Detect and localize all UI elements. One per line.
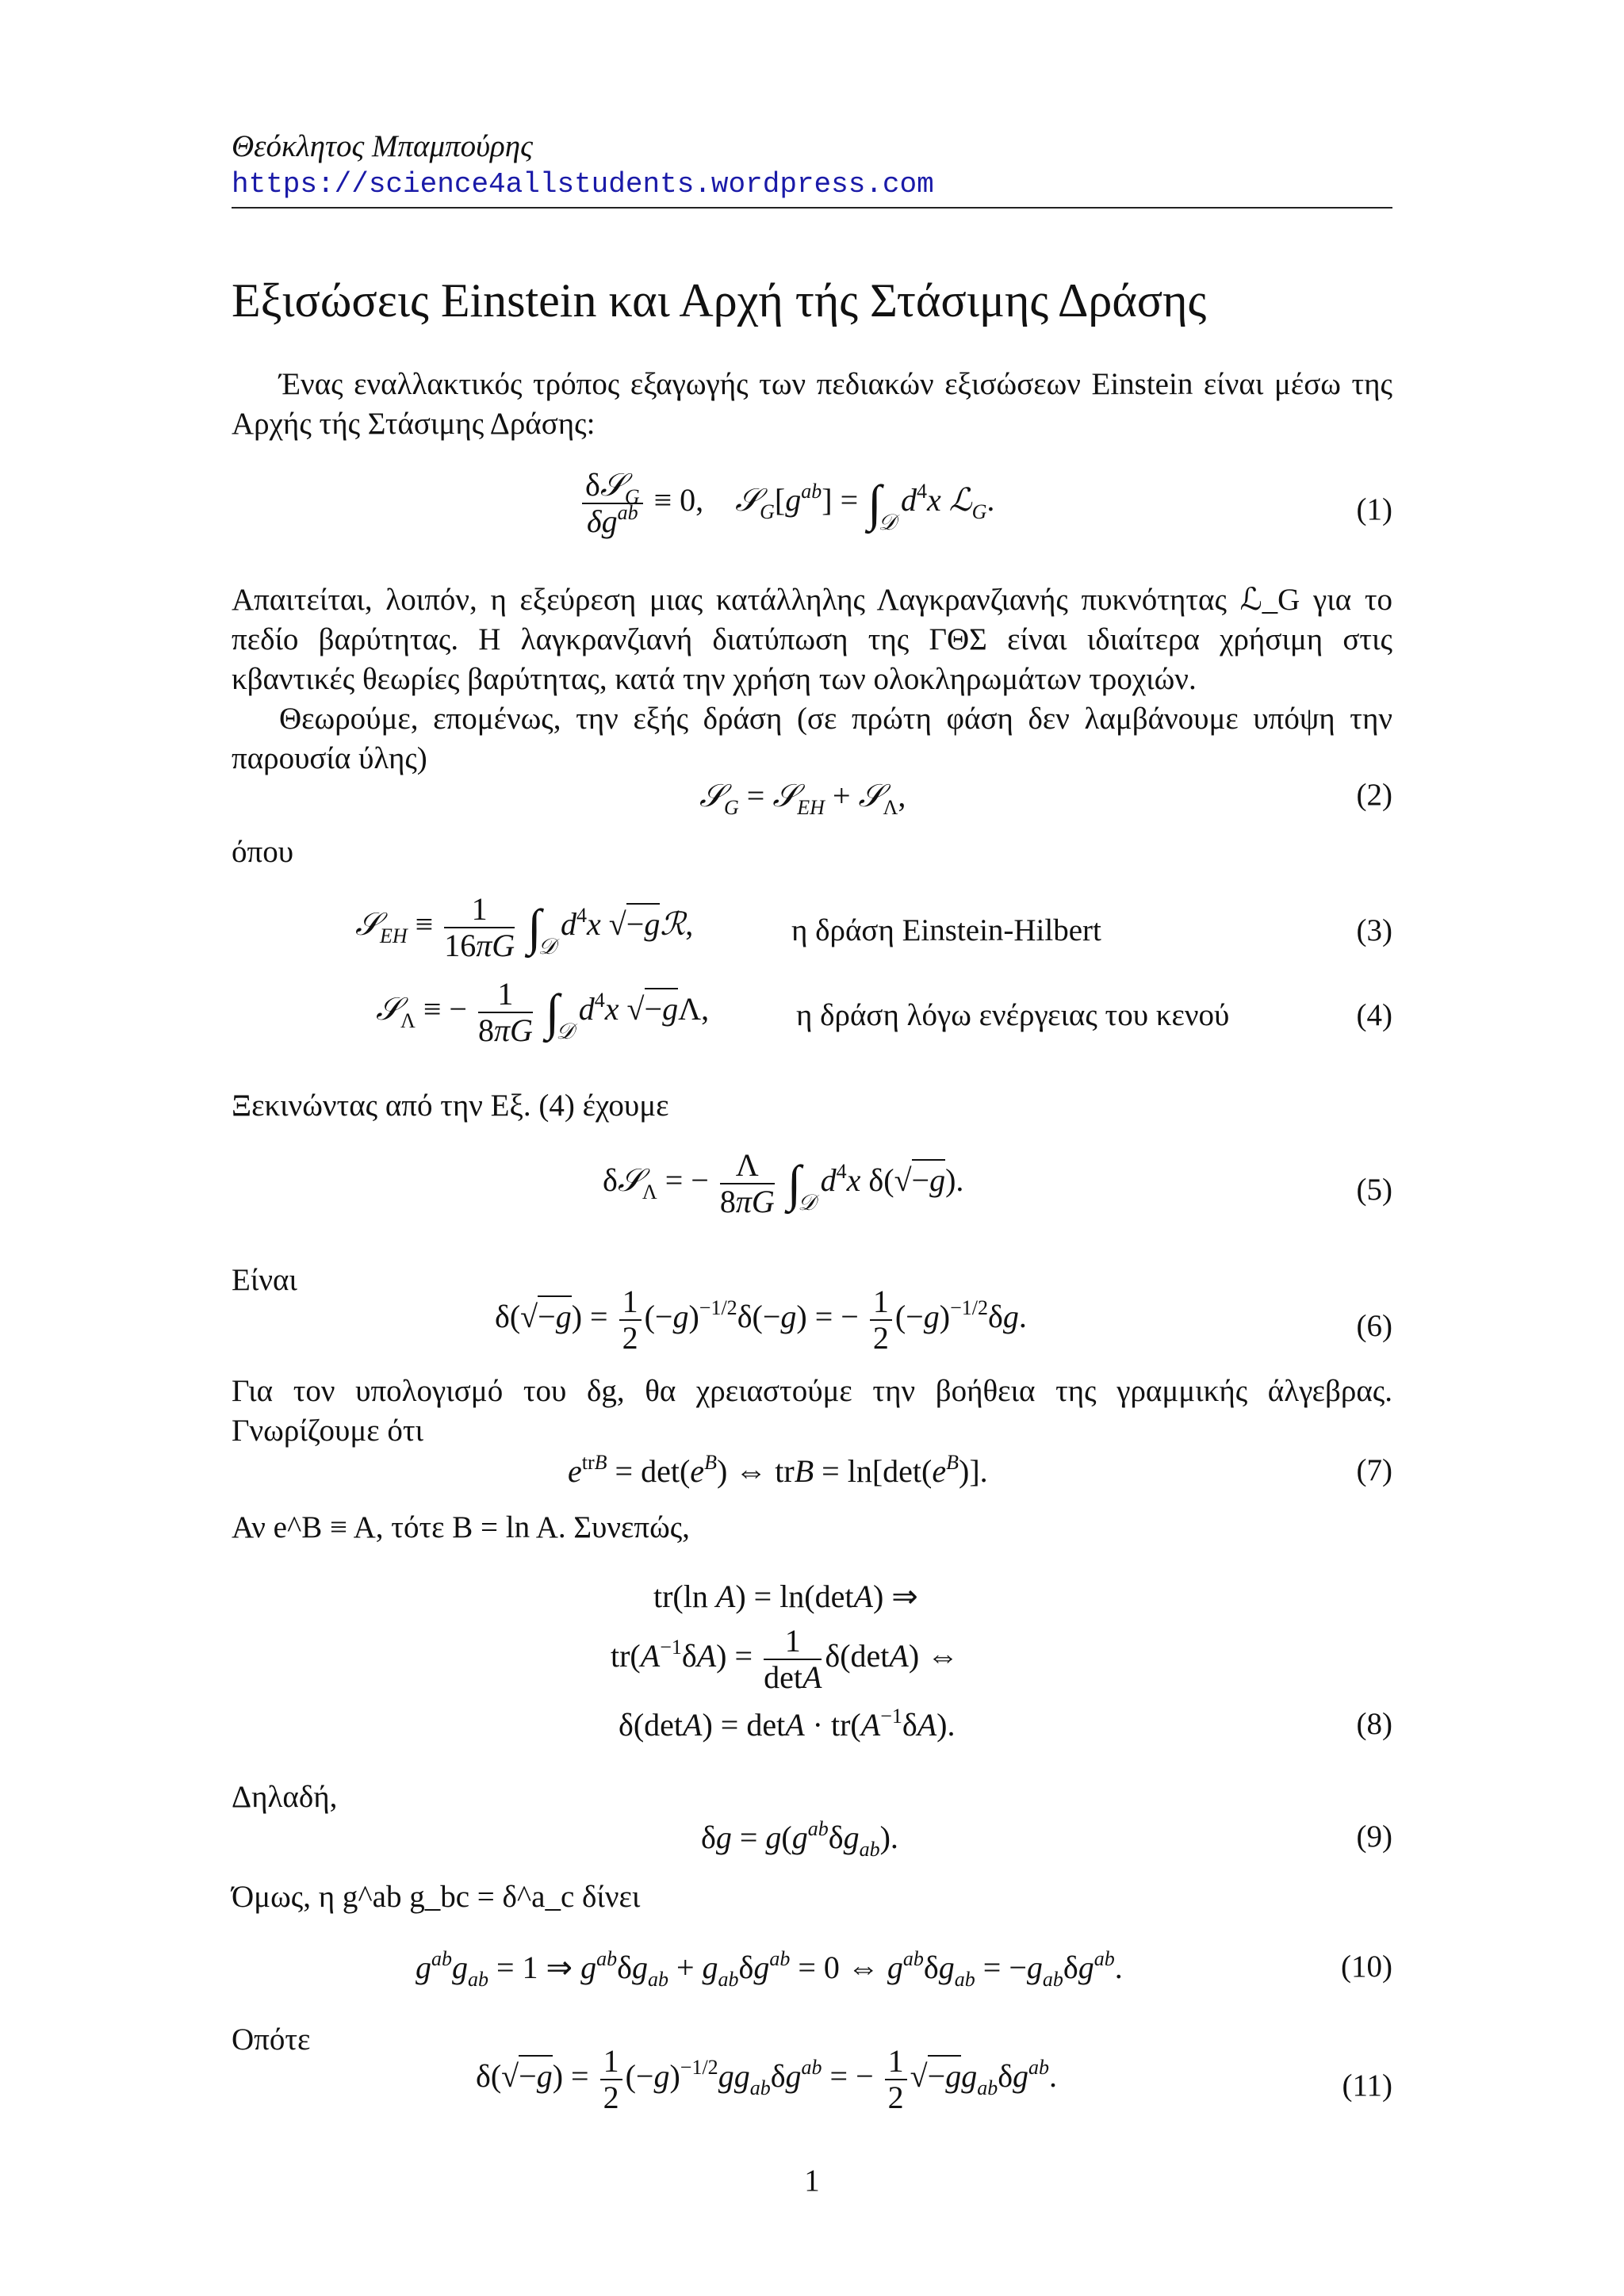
equation-7: $e^{trB} = \det(e^B)$ ⇔ trB = $\ln[\det(e^B)]$. (7) xyxy=(568,1451,1392,1489)
equation-9: $\delta g = g(g^{ab}\delta g_{ab})$. (9) xyxy=(701,1817,1392,1861)
document-title: Εξισώσεις Einstein και Αρχή τής Στάσιμης Δράσης xyxy=(232,274,1207,327)
requires-paragraph: Απαιτείται, λοιπόν, η εξεύρεση μιας κατάλληλης Λαγκρανζιανής πυκνότητας ℒ_G για το πεδίο βαρύτητας. Η λαγκρανζιανή διατύπωση της ΓΘΣ είναι ιδιαίτερα χρήσιμη στις κβαντικές θεωρίες βαρύτητας, κατά την χρήση των ολοκληρωμάτων τροχιών. xyxy=(232,583,1392,696)
equation-8: tr(ln A) = ln(detA) ⇒ $tr(A^{-1}\delta A)$ = $\frac{1}{\det A}$ δ(detA) ⇔ $\delta(\det A) = \det A \cdot tr(A^{-1}\delta A)$. (8) xyxy=(611,1578,1392,1743)
equation-number: (6) xyxy=(1356,1309,1392,1343)
however-text: Όμως, η g^ab g_bc = δ^a_c δίνει xyxy=(232,1880,641,1914)
equation-number: (8) xyxy=(1356,1707,1392,1741)
eh-action-label: η δράση Einstein-Hilbert xyxy=(791,913,1101,947)
that-is-text: Δηλαδή, xyxy=(232,1780,338,1814)
header-rule xyxy=(232,207,1392,209)
is-text: Είναι xyxy=(232,1263,297,1297)
author-name: Θεόκλητος Μπαμπούρης xyxy=(232,129,533,163)
author-url[interactable]: https://science4allstudents.wordpress.com xyxy=(232,168,934,201)
so-text: Οπότε xyxy=(232,2022,311,2057)
equation-11: δ(√−g) = $\frac{1}{2}$ $(-g)^{-1/2}gg_{ab}\delta g^{ab}$ = − $\frac{1}{2}$ $√-gg_{ab}\delta g^{ab}$. (11) xyxy=(476,2043,1392,2115)
equation-number: (10) xyxy=(1341,1950,1392,1984)
where-text: όπου xyxy=(232,835,293,869)
vacuum-action-label: η δράση λόγω ενέργειας του κενού xyxy=(796,998,1230,1032)
intro-paragraph: Ένας εναλλακτικός τρόπος εξαγωγής των πεδιακών εξισώσεων Einstein είναι μέσω της Αρχής τής Στάσιμης Δράσης: xyxy=(232,367,1392,441)
equation-10: $g^{ab}g_{ab} = 1$ ⇒ $g^{ab}\delta g_{ab} + g_{ab}\delta g^{ab} = 0$ ⇔ $g^{ab}\delta g_{ab} = -g_{ab}\delta g^{ab}$. (10) xyxy=(416,1947,1392,1991)
equation-1: $\frac{\delta 𝒮_G}{\delta g^{ab}}$ ≡ 0, $𝒮_G[g^{ab}] = \int_𝒟d^4x$ ℒ$_G$. (1) xyxy=(232,468,1392,555)
page-number: 1 xyxy=(804,2164,820,2198)
if-eb-text: Αν e^B ≡ A, τότε B = ln A. Συνεπώς, xyxy=(232,1510,690,1544)
equation-6: δ(√−g) = $\frac{1}{2}$ $(-g)^{-1/2}\delta(-g)$ = − $\frac{1}{2}$ $(-g)^{-1/2}\delta g$. (6) xyxy=(495,1284,1392,1356)
equation-number: (11) xyxy=(1342,2068,1392,2103)
equation-number: (7) xyxy=(1356,1453,1392,1487)
for-dg-paragraph: Για τον υπολογισμό του δg, θα χρειαστούμε την βοήθεια της γραμμικής άλγεβρας. Γνωρίζουμε ότι xyxy=(232,1374,1392,1448)
equation-number: (3) xyxy=(1356,913,1392,947)
equation-5: δ𝒮$_\Lambda$ = − $\frac{\Lambda}{8\pi G}$ $\int_𝒟d^4x$ δ(√−g). (5) xyxy=(603,1147,1392,1219)
equation-3: 𝒮$_{EH}$ ≡ $\frac{1}{16\pi G}$ $\int_𝒟d^4x$ √−gℛ, η δράση Einstein-Hilbert (3) xyxy=(355,891,1392,963)
equation-number: (4) xyxy=(1356,998,1392,1032)
page xyxy=(232,0,1392,2296)
equation-number: (1) xyxy=(1356,492,1392,526)
equation-4: 𝒮$_\Lambda$ ≡ − $\frac{1}{8\pi G}$ $\int_𝒟d^4x$ √−gΛ, η δράση λόγω ενέργειας του κενού (4) xyxy=(376,976,1392,1048)
starting-text: Ξεκινώντας από την Εξ. (4) έχουμε xyxy=(232,1089,669,1123)
equation-number: (2) xyxy=(1356,778,1392,812)
equation-2: 𝒮$_G$ = 𝒮$_{EH}$ + 𝒮$_\Lambda$, (2) xyxy=(699,778,1392,819)
equation-number: (9) xyxy=(1356,1820,1392,1854)
consider-paragraph: Θεωρούμε, επομένως, την εξής δράση (σε πρώτη φάση δεν λαμβάνουμε υπόψη την παρουσία ύλης) xyxy=(232,702,1392,775)
equation-number: (5) xyxy=(1356,1173,1392,1207)
